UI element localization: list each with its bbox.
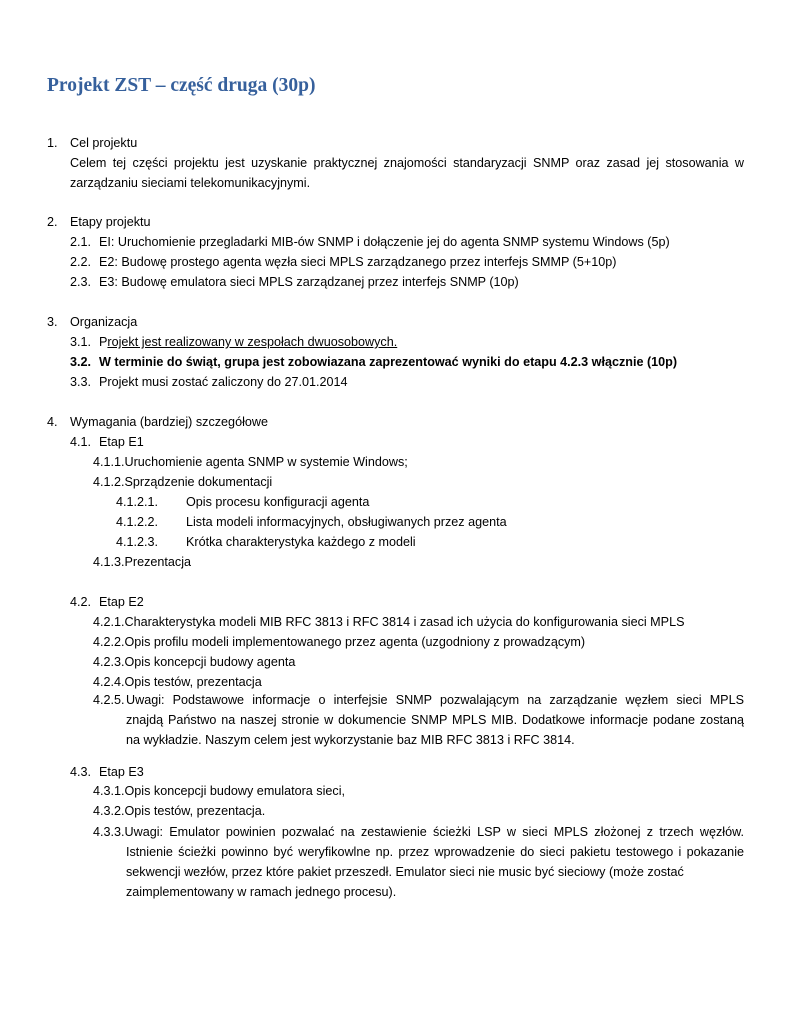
list-item-text-line-2: Istnienie ścieżki powinno być weryfikowlne np. przez wprowadzenie do sieci pakietu testowego i pokazanie	[126, 845, 744, 859]
section-number: 2.	[47, 215, 58, 229]
subsection-e1-heading	[70, 432, 144, 452]
list-item-text-line-3: sekwencji wezłów, przez które pakiet przeszedł. Emulator sieci nie music być sieciowy (może zostać	[126, 865, 684, 879]
list-item: 4.3.1.Opis koncepcji budowy emulatora sieci,	[93, 784, 346, 798]
section-title: Cel projektu	[70, 136, 138, 150]
section-1-body-line-1: Celem tej części projektu jest uzyskanie praktycznej znajomości standaryzacji SNMP oraz zasad jej stosowania w	[70, 156, 744, 170]
section-title: Organizacja	[70, 315, 138, 329]
list-item-text-initial: P	[99, 335, 108, 349]
subsection-number: 4.2.	[70, 595, 92, 609]
sub-list-item-number: 4.1.2.1.	[116, 495, 159, 509]
section-3-heading	[47, 312, 137, 332]
subsection-title: Etap E3	[99, 765, 144, 779]
section-number: 1.	[47, 136, 58, 150]
list-item-text-line-4: zaimplementowany w ramach jednego procesu).	[126, 885, 397, 899]
sub-list-item-text: Lista modeli informacyjnych, obsługiwanych przez agenta	[186, 515, 507, 529]
subsection-number: 4.3.	[70, 765, 92, 779]
list-item-text-line-3: na wykładzie. Naszym celem jest wykorzystanie baz MIB RFC 3813 i RFC 3814.	[126, 733, 575, 747]
list-item: 4.1.2.Sprządzenie dokumentacji	[93, 475, 273, 489]
subsection-title: Etap E2	[99, 595, 144, 609]
list-item-bold	[70, 352, 677, 372]
list-item-number: 3.3.	[70, 375, 92, 389]
list-item-text: W terminie do świąt, grupa jest zobowiazana zaprezentować wyniki do etapu 4.2.3 włącznie (10p)	[99, 355, 678, 369]
list-item	[70, 272, 519, 292]
list-item-number: 2.3.	[70, 275, 92, 289]
section-number: 4.	[47, 415, 58, 429]
subsection-title: Etap E1	[99, 435, 144, 449]
list-item-text: E3: Budowę emulatora sieci MPLS zarządzanej przez interfejs SNMP (10p)	[99, 275, 519, 289]
section-title: Etapy projektu	[70, 215, 151, 229]
list-item-number: 3.1.	[70, 335, 92, 349]
list-item-text: E2: Budowę prostego agenta węzła sieci MPLS zarządzanego przez interfejs SMMP (5+10p)	[99, 255, 617, 269]
section-title: Wymagania (bardziej) szczegółowe	[70, 415, 268, 429]
list-item: 4.2.3.Opis koncepcji budowy agenta	[93, 655, 296, 669]
list-item-text: EI: Uruchomienie przegladarki MIB-ów SNMP i dołączenie jej do agenta SNMP systemu Windows (5p)	[99, 235, 670, 249]
list-item-number: 4.2.5.	[93, 693, 125, 707]
list-item: 4.2.2.Opis profilu modeli implementowanego przez agenta (uzgodniony z prowadzącym)	[93, 635, 586, 649]
list-item	[93, 690, 744, 710]
section-1-heading	[47, 133, 137, 153]
section-2-heading	[47, 212, 151, 232]
list-item	[70, 232, 670, 252]
sub-list-item-number: 4.1.2.3.	[116, 535, 159, 549]
sub-list-item	[116, 512, 507, 532]
section-1-body-line-2: zarządzaniu sieciami telekomunikacyjnymi.	[70, 176, 311, 190]
sub-list-item-text: Krótka charakterystyka każdego z modeli	[186, 535, 416, 549]
sub-list-item	[116, 492, 369, 512]
section-4-heading	[47, 412, 268, 432]
list-item: 4.2.4.Opis testów, prezentacja	[93, 675, 262, 689]
list-item-text-line-1: 4.3.3.Uwagi: Emulator powinien pozwalać na zestawienie ścieżki LSP w sieci MPLS złożonej z trzech węzłów.	[93, 825, 744, 839]
list-item	[70, 372, 348, 392]
list-item: 4.2.1.Charakterystyka modeli MIB RFC 3813 i RFC 3814 i zasad ich użycia do konfigurowania sieci MPLS	[93, 615, 685, 629]
sub-list-item-text: Opis procesu konfiguracji agenta	[186, 495, 370, 509]
subsection-e3-heading	[70, 762, 144, 782]
list-item	[70, 332, 397, 352]
list-item-number: 3.2.	[70, 355, 92, 369]
list-item-text: Projekt musi zostać zaliczony do 27.01.2014	[99, 375, 348, 389]
sub-list-item	[116, 532, 416, 552]
list-item-text-line-2: znajdą Państwo na naszej stronie w dokumencie SNMP MPLS MIB. Dodatkowe informacje podane zostaną	[126, 713, 744, 727]
list-item: 4.1.3.Prezentacja	[93, 555, 192, 569]
list-item-number: 2.2.	[70, 255, 92, 269]
list-item-text-line-1: Uwagi: Podstawowe informacje o interfejsie SNMP pozwalającym na zarządzanie węzłem sieci MPLS	[126, 693, 744, 707]
list-item-number: 2.1.	[70, 235, 92, 249]
subsection-e2-heading	[70, 592, 144, 612]
list-item	[70, 252, 616, 272]
list-item-text-underlined: rojekt jest realizowany w zespołach dwuosobowych.	[107, 335, 398, 349]
list-item: 4.1.1.Uruchomienie agenta SNMP w systemie Windows;	[93, 455, 408, 469]
section-number: 3.	[47, 315, 58, 329]
page-title: Projekt ZST – część druga (30p)	[47, 75, 316, 96]
list-item: 4.3.2.Opis testów, prezentacja.	[93, 804, 266, 818]
subsection-number: 4.1.	[70, 435, 92, 449]
sub-list-item-number: 4.1.2.2.	[116, 515, 159, 529]
